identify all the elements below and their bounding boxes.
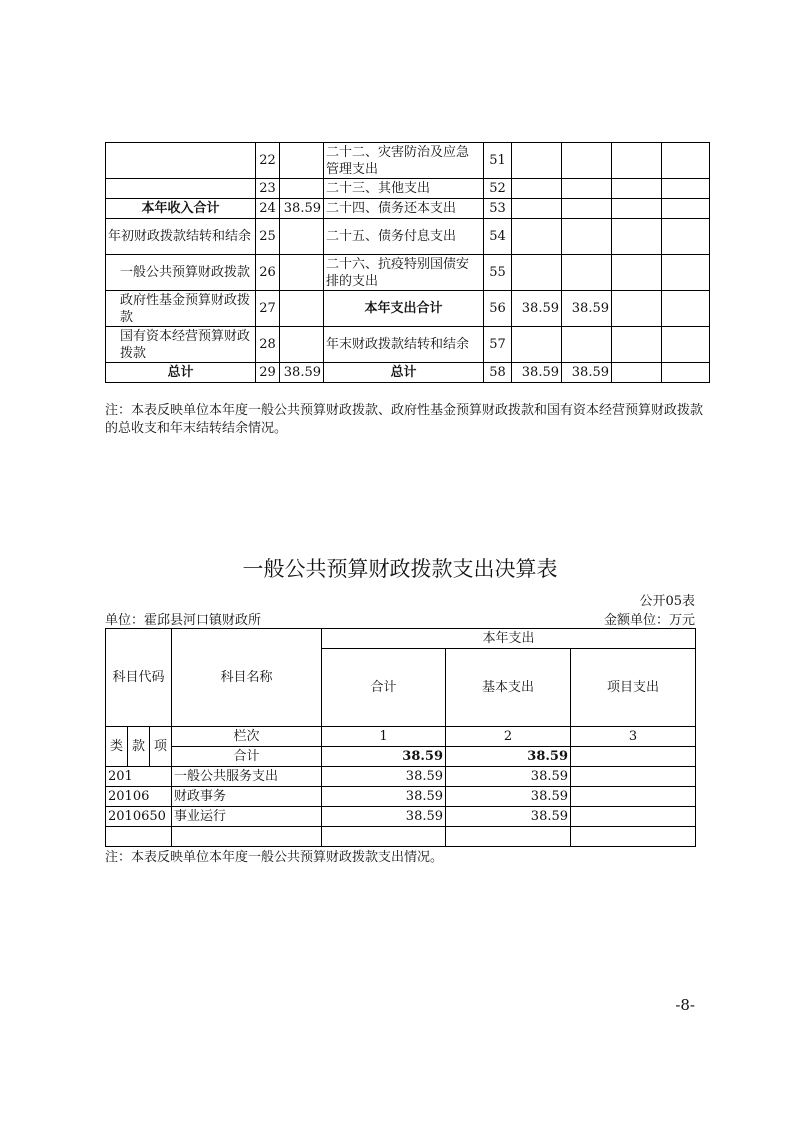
left-label: 国有资本经营预算财政拨款 bbox=[106, 327, 256, 363]
right-label: 二十五、债务付息支出 bbox=[324, 219, 484, 255]
header-name: 科目名称 bbox=[172, 629, 322, 727]
left-row-number: 28 bbox=[256, 327, 280, 363]
left-row-number: 24 bbox=[256, 199, 280, 219]
left-label bbox=[106, 179, 256, 199]
value-col-1 bbox=[512, 219, 562, 255]
total-row-project bbox=[571, 747, 696, 767]
value-col-3 bbox=[612, 363, 662, 383]
left-row-number: 26 bbox=[256, 255, 280, 291]
amount-unit-label: 金额单位：万元 bbox=[603, 613, 695, 628]
table-row bbox=[106, 327, 710, 363]
value-col-1 bbox=[512, 179, 562, 199]
value-col-4 bbox=[662, 143, 710, 179]
table-row bbox=[106, 199, 710, 219]
subject-code: 20106 bbox=[106, 787, 172, 807]
right-label: 本年支出合计 bbox=[324, 291, 484, 327]
value-col-1 bbox=[512, 327, 562, 363]
header-xiang: 项 bbox=[150, 727, 172, 767]
left-row-number: 22 bbox=[256, 143, 280, 179]
value-col-4 bbox=[662, 179, 710, 199]
value-col-2 bbox=[562, 179, 612, 199]
value-col-4 bbox=[662, 291, 710, 327]
table-row bbox=[106, 807, 696, 827]
left-label: 本年收入合计 bbox=[106, 199, 256, 219]
right-row-number: 53 bbox=[484, 199, 512, 219]
total-row-label: 合计 bbox=[172, 747, 322, 767]
subject-name: 事业运行 bbox=[172, 807, 322, 827]
expenditure-table bbox=[105, 628, 696, 847]
right-row-number: 55 bbox=[484, 255, 512, 291]
right-label: 二十三、其他支出 bbox=[324, 179, 484, 199]
form-number: 公开05表 bbox=[639, 594, 695, 609]
bottom-table-note: 注：本表反映单位本年度一般公共预算财政拨款支出情况。 bbox=[105, 850, 444, 865]
left-label: 政府性基金预算财政拨款 bbox=[106, 291, 256, 327]
table-row bbox=[106, 219, 710, 255]
left-value bbox=[280, 255, 324, 291]
left-label: 年初财政拨款结转和结余 bbox=[106, 219, 256, 255]
value-col-2: 38.59 bbox=[562, 363, 612, 383]
left-value bbox=[280, 179, 324, 199]
right-label: 总计 bbox=[324, 363, 484, 383]
header-lanci: 栏次 bbox=[172, 727, 322, 747]
right-row-number: 52 bbox=[484, 179, 512, 199]
subject-name: 一般公共服务支出 bbox=[172, 767, 322, 787]
value-col-1 bbox=[512, 199, 562, 219]
value-col-2: 38.59 bbox=[562, 291, 612, 327]
header-group: 本年支出 bbox=[322, 629, 696, 649]
right-label: 二十二、灾害防治及应急管理支出 bbox=[324, 143, 484, 179]
value-col-1: 38.59 bbox=[512, 363, 562, 383]
right-row-number: 56 bbox=[484, 291, 512, 327]
left-label: 总计 bbox=[106, 363, 256, 383]
left-row-number: 25 bbox=[256, 219, 280, 255]
expenditure-rows bbox=[106, 767, 696, 827]
value-col-1 bbox=[512, 143, 562, 179]
unit-label: 单位：霍邱县河口镇财政所 bbox=[105, 613, 262, 628]
subject-name: 财政事务 bbox=[172, 787, 322, 807]
table-row bbox=[106, 143, 710, 179]
left-label bbox=[106, 143, 256, 179]
left-value bbox=[280, 143, 324, 179]
value-col-3 bbox=[612, 255, 662, 291]
value-col-4 bbox=[662, 327, 710, 363]
total-row-total: 38.59 bbox=[322, 747, 446, 767]
value-col-2 bbox=[562, 199, 612, 219]
left-value: 38.59 bbox=[280, 363, 324, 383]
left-value: 38.59 bbox=[280, 199, 324, 219]
left-label: 一般公共预算财政拨款 bbox=[106, 255, 256, 291]
right-label: 年末财政拨款结转和结余 bbox=[324, 327, 484, 363]
right-row-number: 54 bbox=[484, 219, 512, 255]
left-row-number: 29 bbox=[256, 363, 280, 383]
right-row-number: 57 bbox=[484, 327, 512, 363]
right-label: 二十六、抗疫特别国债安排的支出 bbox=[324, 255, 484, 291]
right-row-number: 58 bbox=[484, 363, 512, 383]
revenue-expenditure-table bbox=[105, 142, 710, 383]
empty-row bbox=[106, 827, 696, 847]
value-col-3 bbox=[612, 199, 662, 219]
amount-total: 38.59 bbox=[322, 767, 446, 787]
left-row-number: 27 bbox=[256, 291, 280, 327]
col-number-2: 2 bbox=[446, 727, 571, 747]
col-number-1: 1 bbox=[322, 727, 446, 747]
left-value bbox=[280, 291, 324, 327]
amount-project bbox=[571, 787, 696, 807]
value-col-3 bbox=[612, 143, 662, 179]
table-row bbox=[106, 179, 710, 199]
left-row-number: 23 bbox=[256, 179, 280, 199]
amount-project bbox=[571, 807, 696, 827]
table-row bbox=[106, 291, 710, 327]
top-table-note: 注：本表反映单位本年度一般公共预算财政拨款、政府性基金预算财政拨款和国有资本经营预算财政拨款的总收支和年末结转结余情况。 bbox=[105, 403, 704, 436]
value-col-2 bbox=[562, 327, 612, 363]
header-project: 项目支出 bbox=[571, 649, 696, 727]
value-col-3 bbox=[612, 219, 662, 255]
right-row-number: 51 bbox=[484, 143, 512, 179]
value-col-1 bbox=[512, 255, 562, 291]
value-col-2 bbox=[562, 143, 612, 179]
header-code: 科目代码 bbox=[106, 629, 172, 727]
header-kuan: 款 bbox=[128, 727, 150, 767]
subject-code: 201 bbox=[106, 767, 172, 787]
table-row bbox=[106, 255, 710, 291]
header-basic: 基本支出 bbox=[446, 649, 571, 727]
left-value bbox=[280, 327, 324, 363]
value-col-1: 38.59 bbox=[512, 291, 562, 327]
subject-code: 2010650 bbox=[106, 807, 172, 827]
right-label: 二十四、债务还本支出 bbox=[324, 199, 484, 219]
value-col-3 bbox=[612, 179, 662, 199]
left-value bbox=[280, 219, 324, 255]
table-title: 一般公共预算财政拨款支出决算表 bbox=[242, 557, 558, 581]
table-row bbox=[106, 767, 696, 787]
amount-total: 38.59 bbox=[322, 787, 446, 807]
header-total: 合计 bbox=[322, 649, 446, 727]
amount-basic: 38.59 bbox=[446, 807, 571, 827]
amount-basic: 38.59 bbox=[446, 767, 571, 787]
value-col-4 bbox=[662, 219, 710, 255]
table-row bbox=[106, 787, 696, 807]
total-row-basic: 38.59 bbox=[446, 747, 571, 767]
value-col-3 bbox=[612, 291, 662, 327]
value-col-4 bbox=[662, 199, 710, 219]
page-number: -8- bbox=[675, 996, 695, 1014]
value-col-2 bbox=[562, 255, 612, 291]
amount-basic: 38.59 bbox=[446, 787, 571, 807]
value-col-4 bbox=[662, 363, 710, 383]
amount-project bbox=[571, 767, 696, 787]
value-col-2 bbox=[562, 219, 612, 255]
revenue-expenditure-body bbox=[106, 143, 710, 383]
header-lei: 类 bbox=[106, 727, 128, 767]
amount-total: 38.59 bbox=[322, 807, 446, 827]
col-number-3: 3 bbox=[571, 727, 696, 747]
value-col-4 bbox=[662, 255, 710, 291]
value-col-3 bbox=[612, 327, 662, 363]
table-row bbox=[106, 363, 710, 383]
